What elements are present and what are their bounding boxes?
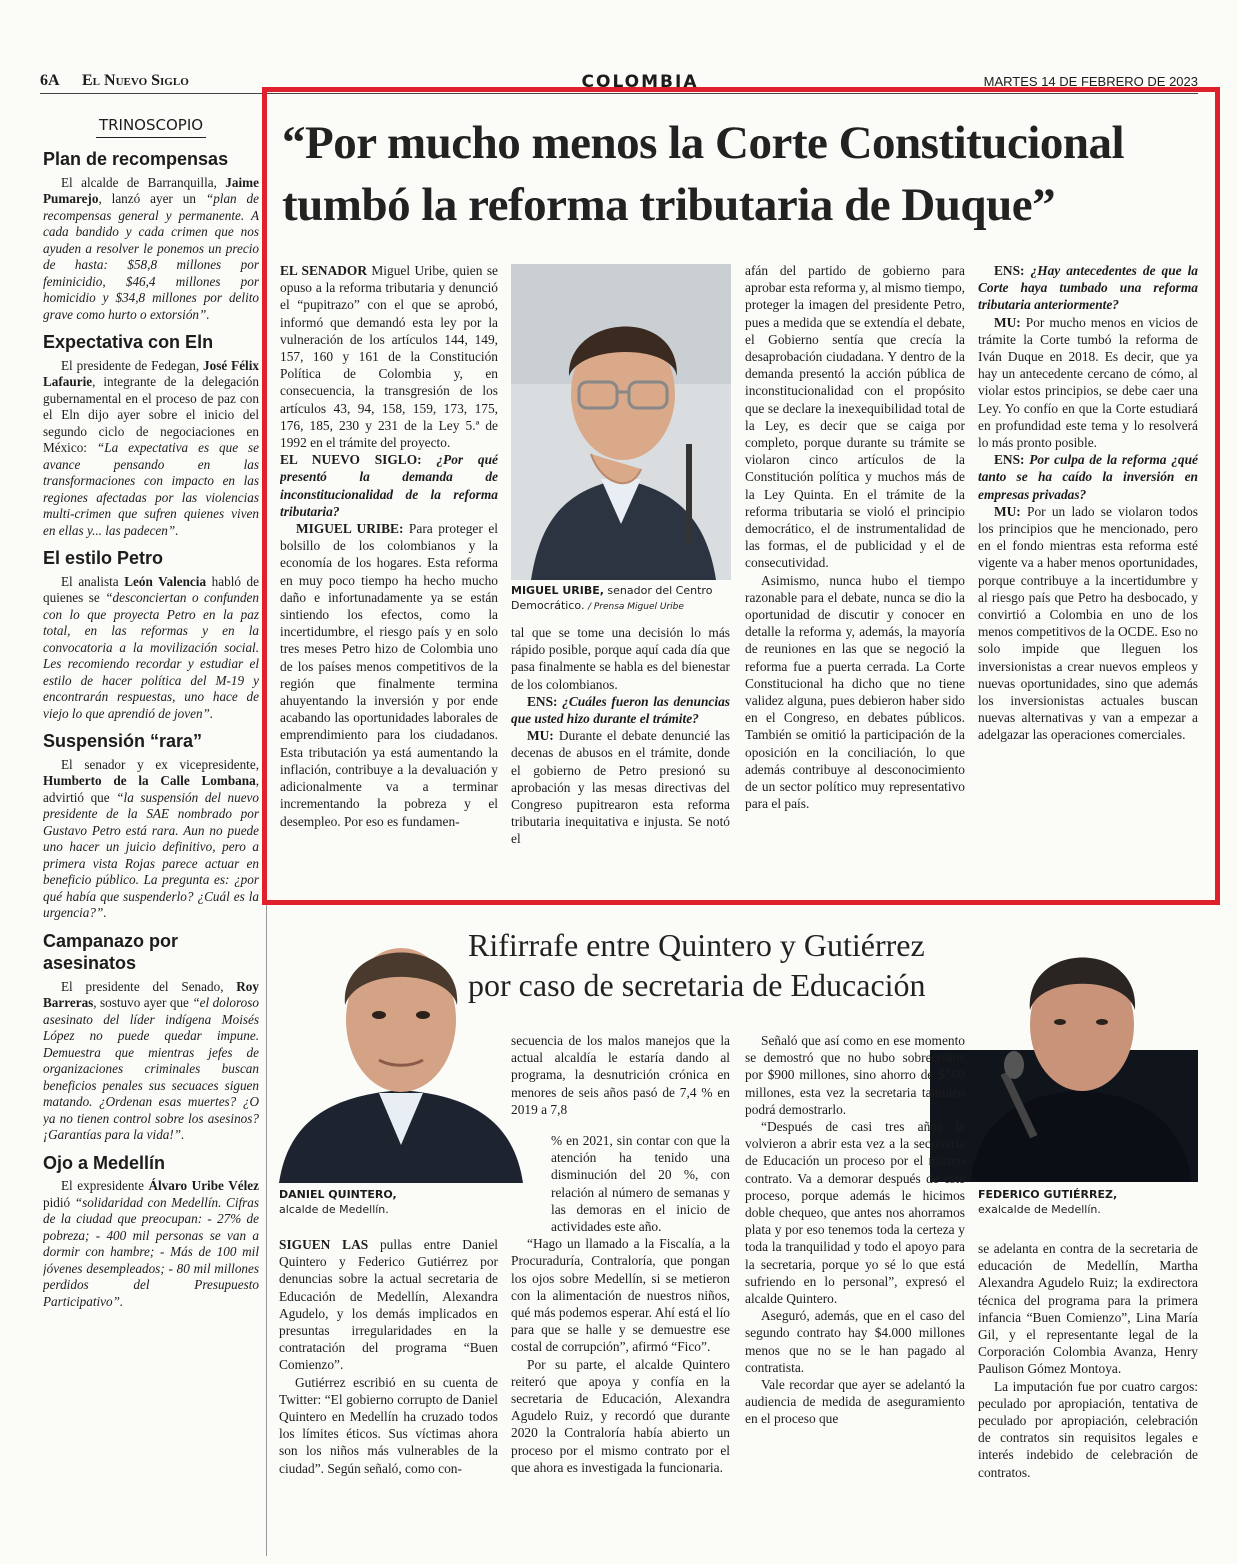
photo-federico-gutierrez	[930, 930, 1198, 1182]
interviewee-label: MU:	[994, 503, 1021, 519]
sidebar-text: , lanzó ayer un	[98, 191, 206, 206]
lead-in: EL SENADOR	[280, 263, 367, 278]
answer: Para proteger el bolsillo de los colombianos y la economía de los hogares. Esta reforma en muy poco tiempo ha hecho mucho daño e infortunadamente ya se están sintiendo los efectos, como la incertidumbre, el riesgo país y en solo tres meses Petro hizo de Colombia uno de los países menos competitivos de la región que finalmente termina ahuyentando la inversión y por ende acabando las oportunidades laborales de emprendimiento para los ciudadanos. Esta tributación ya está aumentando la inflación, contribuye a la devaluación y adicionalmente va a terminar incrementando la pobreza y el desempleo. Por eso es fundamen-	[280, 521, 498, 829]
story1-column-4	[978, 262, 1198, 882]
sidebar-item-title: Ojo a Medellín	[43, 1152, 166, 1173]
sidebar-item-body	[43, 574, 259, 723]
newspaper-name: El Nuevo Siglo	[82, 72, 189, 89]
sidebar-text: “solidaridad con Medellín. Cifras de la ciudad que preocupan: - 27% de pobreza; - 400 mil personas se van a dormir con hambre; - Más de 100 mil jóvenes desempleados; - 80 mil millones perdidos del Presupuesto Participativo”.	[43, 1194, 259, 1309]
story2-column-2-top	[511, 1032, 730, 1132]
story1-column-3	[745, 262, 965, 882]
sidebar-item-body	[43, 757, 259, 922]
photo-miguel-uribe	[511, 264, 731, 580]
sidebar-text: Jaime Pumarejo	[43, 174, 259, 206]
sidebar-text: pidió	[43, 1194, 75, 1210]
story2-column-4	[978, 1240, 1198, 1554]
sidebar-text: El presidente del Senado,	[61, 978, 237, 994]
interviewer-label: ENS:	[994, 263, 1025, 278]
photo-credit: / Prensa Miguel Uribe	[587, 602, 684, 612]
paragraph: se adelanta en contra de la secretaria de educación de Medellín, Martha Alexandra Agudelo Ruiz; la exdirectora técnica del programa para la primera infancia “Buen Comienzo”, Lina María Gil, y el representante legal de la Corporación Colombia Avanza, Henry Paulison Gómez Montoya.	[978, 1241, 1198, 1377]
paragraph: La imputación fue por cuatro cargos: peculado por apropiación, tentativa de peculado por apropiación, celebración de contratos sin requisitos legales e interés indebido de celebración de contratos.	[978, 1378, 1198, 1480]
paragraph: Gutiérrez escribió en su cuenta de Twitter: “El gobierno corrupto de Daniel Quintero en Medellín ha cruzado todos los límites éticos. Sus víctimas ahora son los niños más vulnerables de la ciudad”. Según señaló, como con-	[279, 1374, 498, 1476]
paragraph: % en 2021, sin contar con que la atención ha tenido una disminución del 20 %, con relación al número de semanas y las demoras en el inicio de actividades este año.	[551, 1133, 730, 1235]
paragraph: Por su parte, el alcalde Quintero reiteró que apoya y confía en la secretaria de Educación, Alexandra Agudelo Ruiz, y recordó que durante 2020 la Contraloría había abierto un proceso por el mismo contrato por el que ahora es investigada la funcionaria.	[511, 1356, 730, 1475]
sidebar-item-body	[43, 979, 259, 1144]
sidebar-text: El presidente de Fedegan,	[61, 357, 204, 373]
caption-text: senador del Centro Democrático.	[511, 584, 713, 612]
paragraph: Aseguró, además, que en el caso del segundo contrato hay $4.000 millones menos que no se le han pagado al contratista.	[745, 1308, 965, 1375]
sidebar-item-body	[43, 1178, 259, 1310]
sidebar-text: León Valencia	[124, 573, 207, 589]
paragraph: Vale recordar que ayer se adelantó la audiencia de medida de aseguramiento en el proceso que	[745, 1377, 965, 1427]
sidebar-text: , advirtió que	[43, 773, 259, 805]
question: ¿Por qué presentó la demanda de inconstitucionalidad de la reforma tributaria?	[280, 452, 498, 519]
sidebar-text: , integrante de la delegación gubernamental en el proceso de paz con el Eln dijo ayer sobre el inicio del segundo ciclo de negociaciones en México:	[43, 374, 259, 455]
main-headline: “Por mucho menos la Corte Constitucional tumbó la reforma tributaria de Duque”	[282, 117, 1125, 231]
sidebar-text: El expresidente	[61, 1178, 149, 1193]
interviewer-label: EL NUEVO SIGLO:	[280, 452, 422, 468]
paragraph: “Después de casi tres años le volvieron a abrir esta vez a la secretaria de Educación un proceso por el mismo contrato. Va a demorar después de este proceso, porque además le hicimos doble chequeo, que antes nos ahorramos plata y por eso tenemos toda la certeza y toda la tranquilidad y todo el apoyo para la secretaria, porque yo sé lo que está sufriendo en lo personal”, expresó el alcalde Quintero.	[745, 1119, 965, 1307]
question: ¿Cuáles fueron las denuncias que usted hizo durante el trámite?	[511, 693, 730, 727]
photo-caption	[511, 583, 731, 615]
sidebar-text: , sostuvo ayer que	[93, 995, 193, 1010]
sidebar-text: “La expectativa es que se avance pensando en las transformaciones con impacto en las regiones afectadas por las violencias multi-crimen que sufren quienes viven en ellas y... las padecen”.	[43, 440, 259, 538]
answer: Durante el debate denuncié las decenas de abusos en el trámite, donde el gobierno de Petro presionó su aprobación y las mesas directivas del Congreso pupitrearon esta reforma tributaria inequitativa e injusta. Se notó el	[511, 728, 730, 847]
interviewer-label: ENS:	[994, 452, 1025, 468]
sidebar-text: “plan de recompensas general y permanente. A cada bandido y cada crimen que nos ayuden a resolver le ponemos un precio de hasta: $58,8 millones por feminicidio, $46,4 millones por homicidio y $34,8 millones por delito grave como hurto o extorsión”.	[43, 191, 259, 322]
sidebar-trinoscopio	[43, 112, 259, 1552]
sidebar-text: “desconciertan o confunden con lo que proyecta Petro en la paz total, en las reformas y en la convocatoria a la movilización social. Les recomiendo recordar y estudiar el estilo de hacer política del M-19 y encontrarán respuestas, uno hace de viejo lo que aprendió de joven”.	[43, 590, 259, 721]
caption-text: alcalde de Medellín.	[279, 1203, 389, 1216]
interviewer-label: ENS:	[527, 693, 558, 709]
caption-name: FEDERICO GUTIÉRREZ,	[978, 1188, 1118, 1201]
sidebar-text: Álvaro Uribe Vélez	[148, 1178, 259, 1193]
question: ¿Hay antecedentes de que la Corte haya tumbado una reforma tributaria anteriormente?	[978, 263, 1198, 313]
page-number: 6A	[40, 72, 60, 89]
caption-name: DANIEL QUINTERO,	[279, 1188, 397, 1201]
sidebar-title: TRINOSCOPIO	[96, 116, 206, 138]
sidebar-item-title: Plan de recompensas	[43, 149, 229, 169]
photo-caption-gutierrez	[978, 1187, 1198, 1217]
story2-column-2	[511, 1132, 730, 1554]
sidebar-item-title: Expectativa con Eln	[43, 332, 214, 352]
photo-caption-quintero	[279, 1187, 519, 1217]
paragraph: Señaló que así como en ese momento se demostró que no hubo sobrecostos por $900 millones, sino ahorro de $500 millones, esta vez la secretaria también podrá demostrarlo.	[745, 1033, 965, 1117]
answer: Por mucho menos en vicios de trámite la Corte tumbó la reforma de Iván Duque en 2018. Es decir, que ya hay un antecedente cercano de cómo, al violar estos principios, se debe caer una Ley. Yo confío en que la Corte estudiará en profundidad este tema y lo resolverá lo más pronto posible.	[978, 314, 1198, 451]
sidebar-item-title: Campanazo por asesinatos	[43, 930, 179, 973]
story1-column-2	[511, 624, 730, 882]
story1-column-1	[280, 262, 498, 882]
question: Por culpa de la reforma ¿qué tanto se ha caído la inversión en empresas privadas?	[978, 452, 1198, 502]
story2-column-1	[279, 1236, 498, 1554]
sidebar-text: El analista	[61, 573, 125, 589]
story2-column-3	[745, 1032, 965, 1554]
paragraph: Asimismo, nunca hubo el tiempo razonable para el debate, nunca se dio la oportunidad de discutir y conocer en detalle la reforma y, además, la mayoría de reuniones en las que se negoció la reforma fue a puerta cerrada. La Corte Constitucional ha dicho que no tiene validez alguna, pues debieron haber sido en el Congreso, en debates públicos. También se omitió la participación de la oposición en la conciliación, lo que además contribuye al desconocimiento de un sector político muy representativo para el país.	[745, 572, 965, 812]
paragraph: “Hago un llamado a la Fiscalía, a la Procuraduría, Contraloría, que pongan los ojos sobre Medellín, si se metieron con la alimentación de nuestros niños, qué más podemos esperar. Ahí está el lío para que se halle y se demuestre ese costal de corrupción”, afirmó “Fico”.	[511, 1236, 730, 1355]
sidebar-text: José Félix Lafaurie	[43, 357, 259, 389]
caption-text: exalcalde de Medellín.	[978, 1203, 1101, 1216]
sidebar-item-title: Suspensión “rara”	[43, 731, 203, 751]
sidebar-text: Humberto de la Calle Lombana	[43, 773, 256, 788]
caption-name: MIGUEL URIBE,	[511, 584, 604, 597]
lead-in: SIGUEN LAS	[279, 1237, 369, 1252]
sidebar-text: El alcalde de Barranquilla,	[61, 174, 226, 190]
issue-date: MARTES 14 DE FEBRERO DE 2023	[983, 74, 1198, 89]
interviewee-label: MIGUEL URIBE:	[296, 521, 404, 537]
section-name: COLOMBIA	[581, 72, 699, 92]
paragraph: afán del partido de gobierno para aprobar esta reforma y, al mismo tiempo, proteger la imagen del presidente Petro, pues a medida que se extendía el debate, el Gobierno sentía que crecía la desaprobación ciudadana. Y dentro de la demanda presentó la acción pública de inconstitucionalidad con el propósito que se declare la inexequibilidad total de la Ley, es decir que se caiga por completo, porque durante su trámite se violaron cinco artículos de la Constitución política y muchos más de la Ley Quinta. En el trámite de la reforma tributaria se violó el principio democrático, el de instrumentalidad de las formas, el de publicidad y el de consecutividad.	[745, 263, 965, 571]
paragraph: tal que se tome una decisión lo más rápido posible, porque aquí cada día que pasa finalmente se habla es del bienestar de los colombianos.	[511, 625, 730, 692]
paragraph: pullas entre Daniel Quintero y Federico Gutiérrez por denuncias sobre la actual secretaria de Educación de Medellín, Alexandra Agudelo, y los demás implicados en presuntas irregularidades en la contratación del programa “Buen Comienzo”.	[279, 1237, 498, 1373]
sidebar-text: Roy Barreras	[43, 978, 259, 1010]
interviewee-label: MU:	[994, 314, 1021, 330]
sidebar-item-body	[43, 358, 259, 540]
sidebar-item-body	[43, 175, 259, 324]
sidebar-text: “la suspensión del nuevo presidente de la SAE nombrado por Gustavo Petro está rara. Aun no puede uno hacer un juicio definitivo, pero a primera vista Rojas parece actuar en beneficio público. La pregunta es: ¿por qué había que suspenderlo? ¿Cuál es la urgencia?”.	[43, 789, 259, 920]
sidebar-item-title: El estilo Petro	[43, 548, 164, 568]
sidebar-text: El senador y ex vicepresidente,	[61, 756, 259, 772]
answer: Por un lado se violaron todos los principios que he mencionado, pero en el fondo mientras esta reforma esté vigente va a haber menos oportunidades, porque contribuye a la incertidumbre y al riesgo país que Petro ha desbocado, y convirtió a Colombia en uno de los menos competitivos de la OCDE. Eso no solo impide que lleguen los inversionistas a crear nuevos empleos y nuevas oportunidades, sino que además los inversionistas actuales buscan nuevas alternativas y van a empezar a adelgazar las operaciones comerciales.	[978, 503, 1198, 743]
sidebar-text: habló de quienes se	[43, 573, 259, 605]
headline-line: por caso de secretaria de Educación	[468, 967, 926, 1003]
headline-line: Rifirrafe entre Quintero y Gutiérrez	[468, 927, 925, 963]
sidebar-text: “el doloroso asesinato del líder indígena Moisés López no puede quedar impune. Demuestra que mientras jefes de organizaciones criminales buscan beneficios penales sus secuaces siguen matando. ¿Ordenan esas muertes? ¿O ya no tienen control sobre los asesinos? ¡Garantías para la vida!”.	[43, 995, 259, 1142]
paragraph: secuencia de los malos manejos que la actual alcaldía le estaría dando al programa, la desnutrición crónica en menores de seis años pasó de 7,4 % en 2019 a 7,8	[511, 1033, 730, 1117]
paragraph: Miguel Uribe, quien se opuso a la reforma tributaria y denunció el “pupitrazo” con el que se aprobó, informó que demandó esta ley por la vulneración de los artículos 144, 149, 157, 160 y 161 de la Constitución Política de Colombia y, en consecuencia, la transgresión de los artículos 43, 94, 158, 159, 173, 175, 176, 185, 230 y 231 de la Ley 5.ª de 1992 en el trámite del proyecto.	[280, 263, 498, 451]
interviewee-label: MU:	[527, 728, 554, 744]
